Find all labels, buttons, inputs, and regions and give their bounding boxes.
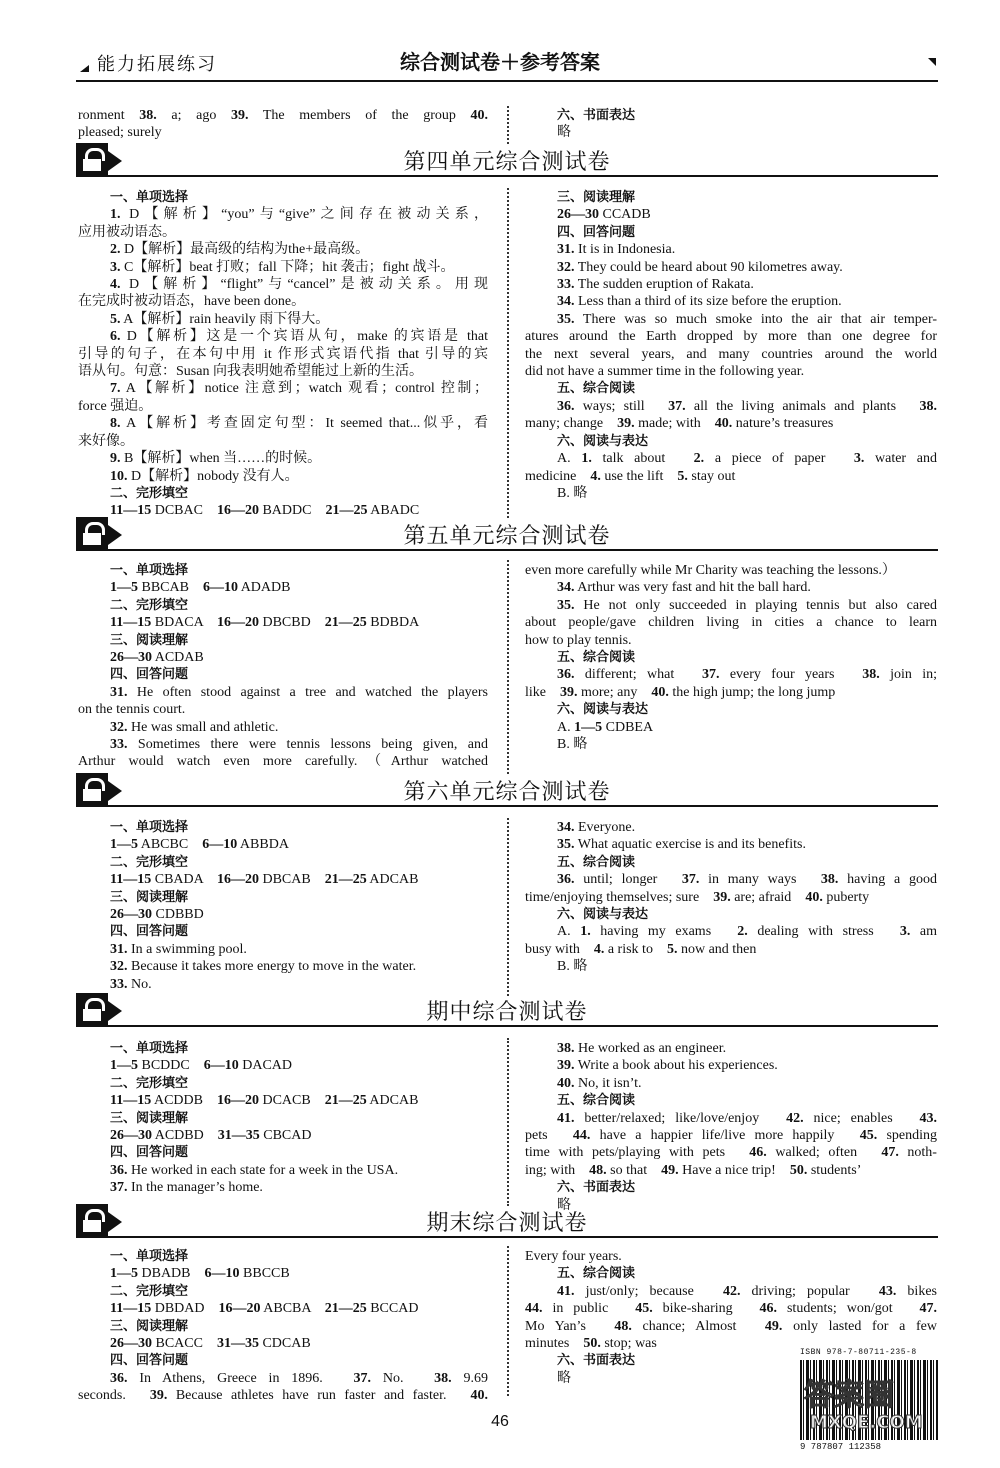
section-label: 六、阅读与表达 (557, 702, 649, 718)
section-label: 三、阅读理解 (110, 889, 189, 905)
answer-line: 41. better/relaxed; like/love/enjoy 42. nice; enables 43. (557, 1110, 938, 1126)
answer-line: B. 略 (557, 959, 588, 975)
section-label: 二、完形填空 (110, 854, 189, 870)
column-divider (507, 1246, 509, 1396)
answer-line: time with pets/playing with pets 46. walked; often 47. noth- (525, 1145, 937, 1161)
column-divider (507, 560, 509, 774)
column-divider (507, 1038, 509, 1206)
section-label: 五、综合阅读 (557, 854, 636, 870)
answer-line: 36. In Athens, Greece in 1896. 37. No. 38. 9.69 (110, 1370, 489, 1386)
unit4-left-column (78, 189, 488, 520)
answer-line: 略 (557, 1370, 571, 1386)
answer-line: 9. B【解析】when 当……的时候。 (110, 451, 322, 467)
section-label: 六、书面表达 (557, 108, 636, 123)
section-label: 二、完形填空 (110, 597, 189, 613)
answer-line: 26—30 CDBBD (110, 907, 204, 923)
answer-line: 26—30 BCACC 31—35 CDCAB (110, 1336, 311, 1352)
final-banner (76, 1204, 938, 1242)
answer-line: the next several years, and many countries around the world (525, 346, 937, 362)
column-divider (507, 188, 509, 518)
section-title: 期末综合测试卷 (426, 1211, 588, 1236)
answer-line: 4. D【解析】“flight”与“cancel”是被动关系。用现 (110, 277, 488, 293)
barcode-digits: 9 787807 112358 (800, 1442, 882, 1452)
answer-line: seconds. 39. Because athletes have run faster and faster. 40. (78, 1388, 488, 1404)
unit4-banner (76, 143, 938, 181)
section-label: 二、完形填空 (110, 1075, 189, 1091)
section-title: 第五单元综合测试卷 (403, 524, 611, 549)
section-label: 一、单项选择 (110, 820, 189, 835)
section-title: 期中综合测试卷 (426, 1000, 588, 1025)
section-label: 三、阅读理解 (110, 1110, 189, 1126)
answer-line: 35. He not only succeeded in playing tennis but also cared (557, 597, 937, 613)
section-label: 一、单项选择 (110, 563, 189, 578)
answer-line: 1—5 DBADB 6—10 BBCCB (110, 1266, 290, 1282)
section-label: 五、综合阅读 (557, 650, 636, 666)
answer-line: 41. just/only; because 42. driving; popular 43. bikes (557, 1283, 937, 1299)
answer-line: 在完成时被动语态，have been done。 (78, 294, 306, 310)
answer-line: 7. A【解析】notice 注意到；watch 观看；control 控制； (110, 381, 488, 397)
section-label: 一、单项选择 (110, 1041, 189, 1056)
unit5-right-column (525, 562, 937, 753)
answer-line: atures around the Earth dropped by more than one degree for (525, 329, 937, 345)
running-header-title: 综合测试卷＋参考答案 (400, 50, 600, 74)
answer-line: 11—15 DCBAC 16—20 BADDC 21—25 ABADC (110, 503, 420, 519)
answer-line: 32. They could be heard about 90 kilometres away. (557, 259, 843, 275)
unit6-banner (76, 773, 938, 811)
answer-line: 35. There was so much smoke into the air that air temper- (557, 311, 937, 327)
section-label: 四、回答问题 (557, 224, 636, 240)
answer-line: 3. C【解析】beat 打败；fall 下降；hit 袭击；fight 战斗。 (110, 259, 455, 275)
answer-line: Every four years. (525, 1249, 622, 1264)
answer-line: 40. No, it isn’t. (557, 1075, 642, 1091)
answer-line: A. 1. talk about 2. a piece of paper 3. water and (557, 451, 937, 467)
isbn-text: ISBN 978-7-80711-235-8 (800, 1348, 917, 1357)
answer-line: 26—30 ACDAB (110, 650, 204, 666)
top-left-column (78, 107, 488, 142)
unit6-right-column (525, 819, 937, 976)
answer-line: 引导的句子，在本句中用 it 作形式宾语代指 that 引导的宾 (78, 346, 488, 362)
answer-line: 11—15 ACDDB 16—20 DCACB 21—25 ADCAB (110, 1093, 419, 1109)
series-name: 能力拓展练习 (97, 54, 217, 75)
section-label: 六、书面表达 (557, 1180, 636, 1196)
answer-line: 39. Write a book about his experiences. (557, 1058, 778, 1074)
section-label: 五、综合阅读 (557, 1093, 636, 1109)
answer-line: 11—15 DBDAD 16—20 ABCBA 21—25 BCCAD (110, 1301, 419, 1317)
section-label: 二、完形填空 (110, 485, 189, 501)
column-divider (507, 106, 509, 144)
answer-line: 32. Because it takes more energy to move in the water. (110, 959, 417, 975)
final-left-column (78, 1248, 488, 1405)
answer-line: 33. Sometimes there were tennis lessons being given, and (110, 737, 488, 753)
answer-line: did not have a summer time in the following year. (525, 364, 805, 380)
answer-line: 37. In the manager’s home. (110, 1180, 263, 1196)
answer-line: on the tennis court. (78, 702, 186, 718)
answer-line: 34. Less than a third of its size before the eruption. (557, 294, 842, 310)
answer-line: 44. in public 45. bike-sharing 46. students; won/got 47. (525, 1301, 938, 1317)
answer-line: 1. D【解析】“you”与“give”之间存在被动关系， (110, 207, 488, 223)
section-label: 四、回答问题 (110, 667, 189, 683)
answer-line: pleased; surely (78, 125, 162, 141)
section-label: 三、阅读理解 (557, 190, 636, 205)
answer-line: 31. In a swimming pool. (110, 941, 247, 957)
answer-line: ing; with 48. so that 49. Have a nice trip! 50. students’ (525, 1162, 862, 1178)
section-label: 一、单项选择 (110, 190, 189, 205)
answer-line: 35. What aquatic exercise is and its benefits. (557, 837, 806, 853)
corner-triangle-icon (928, 58, 936, 66)
answer-line: B. 略 (557, 485, 588, 501)
section-title: 第四单元综合测试卷 (403, 150, 611, 175)
answer-line: how to play tennis. (525, 632, 632, 648)
answer-line: 略 (557, 125, 571, 141)
answer-line: 34. Arthur was very fast and hit the ball hard. (557, 580, 811, 596)
answer-line: A. 1. having my exams 2. dealing with stress 3. am (557, 924, 937, 940)
answer-line: 2. D【解析】最高级的结构为the+最高级。 (110, 242, 370, 258)
answer-line: A. 1—5 CDBEA (557, 719, 654, 735)
answer-line: 32. He was small and athletic. (110, 719, 279, 735)
answer-line: Mo Yan’s 48. chance; Almost 49. only lasted for a few (525, 1318, 937, 1334)
answer-line: many; change 39. made; with 40. nature’s treasures (525, 416, 834, 432)
section-label: 五、综合阅读 (557, 1266, 636, 1282)
answer-line: 来好像。 (78, 433, 134, 449)
answer-line: ronment 38. a; ago 39. The members of the group 40. (78, 108, 488, 123)
answer-line: 应用被动语态。 (78, 224, 176, 240)
answer-line: even more carefully while Mr Charity was teaching the lessons.） (525, 563, 896, 578)
answer-line: 33. The sudden eruption of Rakata. (557, 277, 754, 293)
section-label: 六、书面表达 (557, 1353, 636, 1369)
answer-line: 36. ways; still 37. all the living animals and plants 38. (557, 398, 937, 414)
answer-line: 36. He worked in each state for a week in the USA. (110, 1162, 399, 1178)
section-label: 六、阅读与表达 (557, 433, 649, 449)
answer-line: about people/gave children living in cities a chance to learn (525, 615, 937, 631)
top-right-column (525, 107, 937, 142)
watermark-logo: 答案圈 (804, 1378, 894, 1413)
answer-line: 5. A【解析】rain heavily 雨下得大。 (110, 311, 330, 327)
answer-line: 38. He worked as an engineer. (557, 1041, 727, 1056)
answer-line: 11—15 CBADA 16—20 DBCAB 21—25 ADCAB (110, 872, 419, 888)
answer-line: 1—5 BBCAB 6—10 ADADB (110, 580, 291, 596)
section-label: 一、单项选择 (110, 1249, 189, 1264)
answer-line: 34. Everyone. (557, 820, 636, 835)
section-label: 六、阅读与表达 (557, 907, 649, 923)
answer-line: busy with 4. a risk to 5. now and then (525, 941, 757, 957)
answer-line: time/enjoying themselves; sure 39. are; afraid 40. puberty (525, 889, 870, 905)
answer-line: 8. A【解析】考查固定句型：It seemed that...似乎，看 (110, 416, 488, 432)
answer-line: 6. D【解析】这是一个宾语从句，make 的宾语是 that (110, 329, 488, 345)
answer-line: 36. until; longer 37. in many ways 38. having a good (557, 872, 938, 888)
answer-line: 语从句。句意：Susan 向我表明她希望能过上新的生活。 (78, 364, 423, 380)
section-label: 四、回答问题 (110, 1145, 189, 1161)
section-label: 五、综合阅读 (557, 381, 636, 397)
answer-line: 10. D【解析】nobody 没有人。 (110, 468, 299, 484)
unit5-left-column (78, 562, 488, 771)
answer-line: Arthur would watch even more carefully.（Arthur watched (78, 754, 488, 770)
answer-line: pets 44. have a happier life/live more happily 45. spending (525, 1128, 937, 1144)
section-label: 四、回答问题 (110, 924, 189, 940)
midterm-left-column (78, 1040, 488, 1197)
column-divider (507, 818, 509, 996)
watermark-url: MXQE.COM (810, 1412, 923, 1433)
answer-line: 26—30 CCADB (557, 207, 651, 223)
unit5-banner (76, 517, 938, 555)
answer-line: 11—15 BDACA 16—20 DBCBD 21—25 BDBDA (110, 615, 420, 631)
answer-line: 26—30 ACDBD 31—35 CBCAD (110, 1128, 312, 1144)
header-rule (76, 80, 938, 82)
answer-line: medicine 4. use the lift 5. stay out (525, 468, 736, 484)
unit4-right-column (525, 189, 937, 502)
section-label: 四、回答问题 (110, 1353, 189, 1369)
answer-line: 31. It is in Indonesia. (557, 242, 676, 258)
answer-line: minutes 50. stop; was (525, 1336, 657, 1352)
page-number: 46 (491, 1413, 509, 1430)
midterm-banner (76, 993, 938, 1031)
midterm-right-column (525, 1040, 937, 1214)
isbn-barcode (800, 1348, 940, 1460)
section-label: 二、完形填空 (110, 1283, 189, 1299)
answer-line: B. 略 (557, 737, 588, 753)
section-label: 三、阅读理解 (110, 632, 189, 648)
answer-line: like 39. more; any 40. the high jump; the long jump (525, 684, 836, 700)
answer-line: 略 (557, 1197, 571, 1213)
unit6-left-column (78, 819, 488, 993)
section-title: 第六单元综合测试卷 (403, 780, 611, 805)
answer-line: 33. No. (110, 976, 152, 992)
answer-line: 31. He often stood against a tree and watched the players (110, 684, 488, 700)
answer-line: 36. different; what 37. every four years 38. join in; (557, 667, 938, 683)
answer-line: force 强迫。 (78, 398, 153, 414)
answer-line: 1—5 ABCBC 6—10 ABBDA (110, 837, 289, 853)
section-label: 三、阅读理解 (110, 1318, 189, 1334)
answer-line: 1—5 BCDDC 6—10 DACAD (110, 1058, 293, 1074)
